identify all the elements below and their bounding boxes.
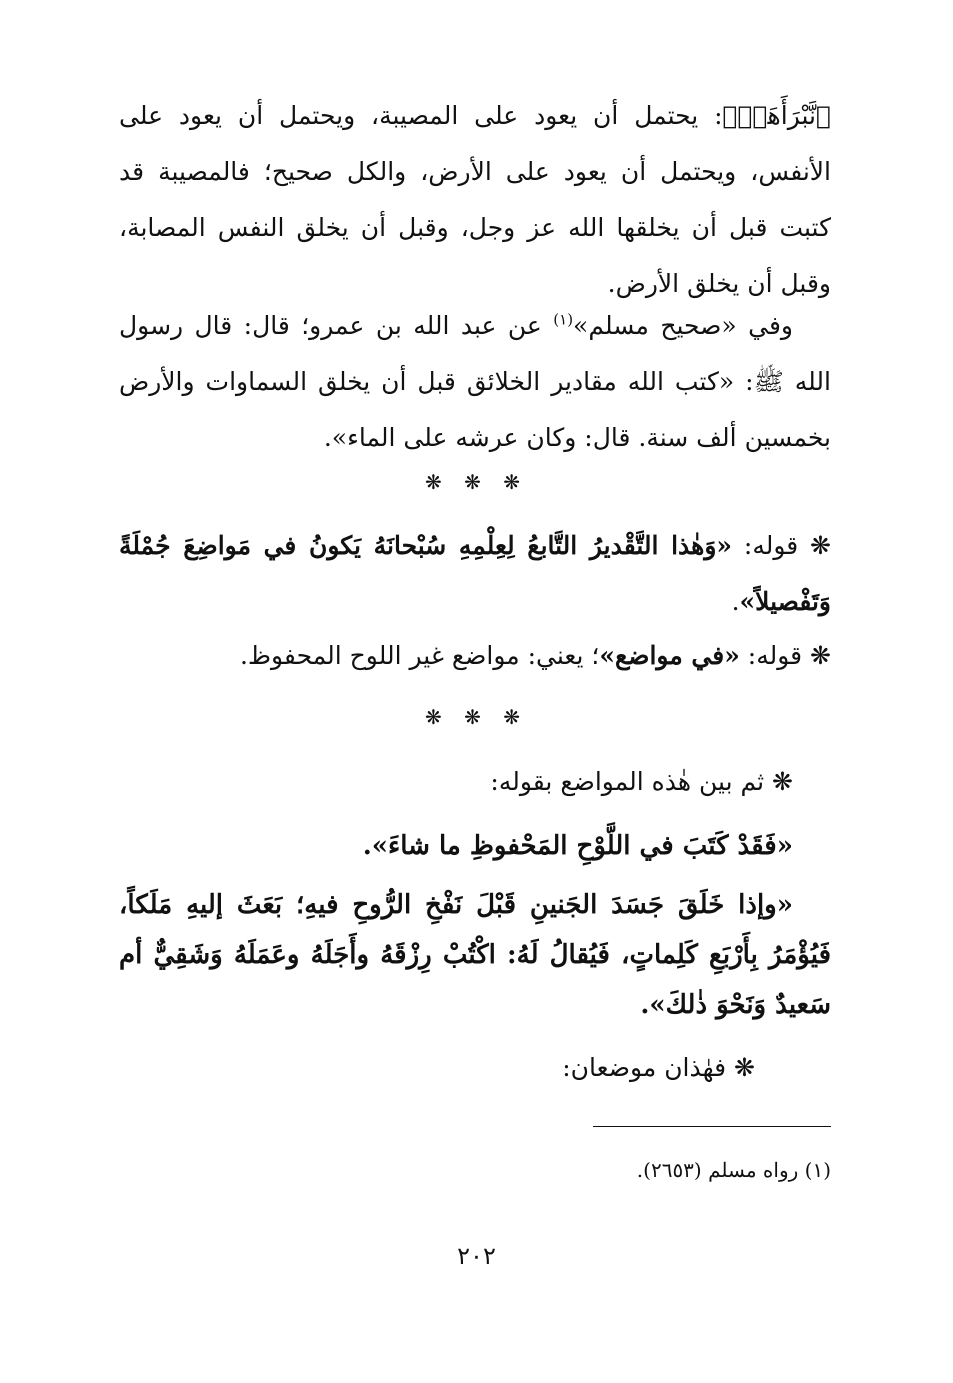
page-number: ٢٠٢ [457,1242,496,1270]
paragraph-janin-quote [119,880,831,1030]
footnote-divider [593,1126,831,1127]
paragraph-text: وفي «صحيح مسلم» [573,311,793,340]
paragraph-prefix: ❋ قوله: [732,531,832,560]
quoted-text: «وَهٰذا التَّقْديرُ التَّابعُ لِعِلْمِهِ سُبْحانَهُ يَكونُ في مَواضِعَ جُمْلَةً وَتَفْصيلاً» [119,531,831,616]
paragraph-text: ﴿نَّبْرَأَهَآۚ﴾: يحتمل أن يعود على المصيبة، ويحتمل أن يعود على الأنفس، ويحتمل أن يعود على الأرض، والكل صحيح؛ فالمصيبة قد كتبت قبل أن يخلقها الله عز وجل، وقبل أن يخلق النفس المصابة، وقبل أن يخلق الأرض. [119,101,831,298]
footnote-text: (١) رواه مسلم (٢٦٥٣). [636,1158,831,1182]
paragraph-intro [119,754,831,810]
section-separator: ❋ ❋ ❋ [425,470,528,494]
paragraph-text: ❋ فهٰذان موضعان: [562,1053,755,1082]
paragraph-prefix: ❋ قوله: [739,641,831,670]
quoted-text: «وإذا خَلَقَ جَسَدَ الجَنينِ قَبْلَ نَفْخِ الرُّوحِ فيهِ؛ بَعَثَ إليهِ مَلَكاً، فَيُؤْمَرُ بِأَرْبَعِ كَلِماتٍ، فَيُقالُ لَهُ: اكْتُبْ رِزْقَهُ وأَجَلَهُ وعَمَلَهُ وَشَقِيٌّ أم سَعيدٌ وَنَحْوَ ذٰلكَ». [119,890,831,1020]
paragraph-hadith-muslim [119,298,831,466]
paragraph-text: ❋ ثم بين هٰذه المواضع بقوله: [490,767,793,796]
paragraph-end: . [731,587,740,616]
paragraph-text: ؛ يعني: مواضع غير اللوح المحفوظ. [239,641,600,670]
paragraph-conclusion [119,1040,831,1096]
footnote [637,1154,831,1186]
footnote-reference[interactable]: (١) [553,310,574,329]
paragraph-verse-commentary [119,88,831,312]
paragraph-quote-taqdir [119,518,831,630]
paragraph-text: عن عبد الله بن عمرو؛ قال: قال رسول الله ﷺ: «كتب الله مقادير الخلائق قبل أن يخلق السماوات والأرض بخمسين ألف سنة. قال: وكان عرشه على الماء». [119,311,831,452]
paragraph-mawadi [119,628,831,684]
quoted-text: «فَقَدْ كَتَبَ في اللَّوْحِ المَحْفوظِ ما شاءَ». [362,831,793,861]
paragraph-lawh-quote [119,818,831,874]
quoted-text: «في مواضع» [599,641,740,670]
section-separator: ❋ ❋ ❋ [425,705,528,729]
